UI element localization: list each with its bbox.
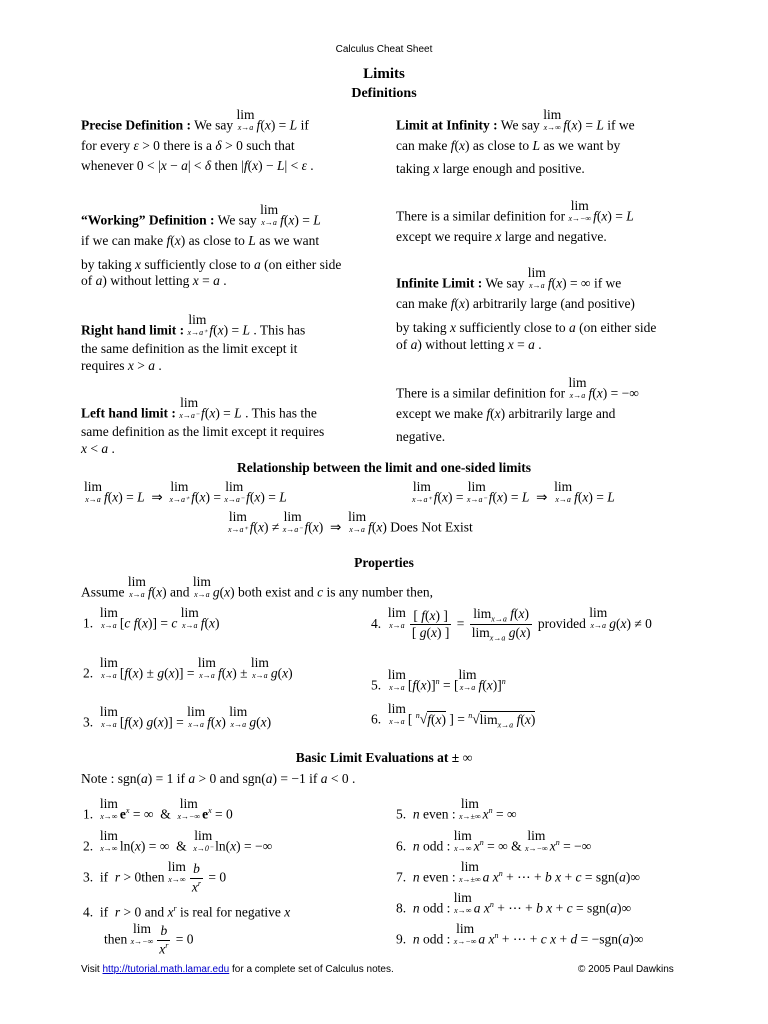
basic-eval-4-cont: then lim x→−∞ $\frac{b}{x^r}$ = 0 [104, 921, 194, 957]
working-definition-line2: if we can make f(x) as close to L as we want [81, 233, 320, 248]
property-2: 2. lim x→a [f(x) ± g(x)] = lim x→a f(x) ± lim x→a g(x) [83, 655, 293, 681]
relationship-formula-2: lim x→a⁺ f(x) = lim x→a⁻ f(x) = L ⇒ lim x→a f(x) = L [412, 479, 615, 505]
limit-at-neg-infinity-line1: There is a similar definition for lim x→−∞ f(x) = L [396, 198, 634, 224]
definitions-heading: Definitions [351, 86, 417, 101]
working-definition-line3: by taking x sufficiently close to a (on either side [81, 257, 342, 272]
sheet-header: Calculus Cheat Sheet [335, 44, 433, 55]
infinite-neg-limit-line1: There is a similar definition for lim x→a f(x) = −∞ [396, 375, 639, 401]
basic-eval-4: 4. if r > 0 and $x^r$ is real for negative x [83, 904, 291, 920]
property-3: 3. lim x→a [f(x) g(x)] = lim x→a f(x) lim x→a g(x) [83, 704, 272, 730]
footer-visit: Visit http://tutorial.math.lamar.edu for a complete set of Calculus notes. [81, 964, 394, 975]
infinite-limit-line4: of a) without letting x = a . [396, 337, 542, 352]
infinite-limit-line3: by taking x sufficiently close to a (on either side [396, 320, 657, 335]
basic-eval-7: 7. n even : lim x→±∞ a $x^n$ + ⋯ + b x + c = sgn(a)∞ [396, 859, 641, 885]
basic-eval-8: 8. n odd : lim x→∞ a $x^n$ + ⋯ + b x + c = sgn(a)∞ [396, 890, 632, 916]
limit-at-neg-infinity-line2: except we require x large and negative. [396, 229, 607, 244]
property-1: 1. lim x→a [c f(x)] = c lim x→a f(x) [83, 605, 220, 631]
infinite-neg-limit-line3: negative. [396, 429, 446, 444]
basic-eval-6: 6. n odd : lim x→∞ $x^n$ = ∞ & lim x→−∞ $x^n$ = −∞ [396, 828, 592, 854]
properties-heading: Properties [354, 555, 414, 570]
sgn-note: Note : sgn(a) = 1 if a > 0 and sgn(a) = −1 if a < 0 . [81, 771, 356, 786]
property-6: 6. lim x→a [ $^n$√f(x) ] = $^n√\lim_{x\to a}$ f(x) [371, 701, 536, 730]
basic-eval-2: 2. lim x→∞ ln(x) = ∞ & lim x→0⁻ ln(x) = −∞ [83, 828, 273, 854]
limit-at-infinity-line1: Limit at Infinity : We say lim x→∞ f(x) = L if we [396, 107, 635, 133]
footer-copyright: © 2005 Paul Dawkins [578, 964, 674, 975]
relationship-heading: Relationship between the limit and one-sided limits [236, 460, 531, 475]
relationship-formula-3: lim x→a⁺ f(x) ≠ lim x→a⁻ f(x) ⇒ lim x→a f(x) Does Not Exist [228, 509, 473, 535]
basic-eval-3: 3. if r > 0then lim x→∞ $\frac{b}{x^r}$ = 0 [83, 859, 227, 895]
property-4: 4. lim x→a $\frac{[ f(x) ]}{[ g(x) ]}$ = $\frac{\lim_{x\to a} f(x)}{\lim_{x\to a} g(x)}$ provided lim x→a g(x) ≠ 0 [371, 605, 652, 643]
left-hand-limit-line1: Left hand limit : lim x→a⁻ f(x) = L . This has the [81, 395, 317, 421]
infinite-neg-limit-line2: except we make f(x) arbitrarily large and [396, 406, 616, 421]
precise-definition-line1: Precise Definition : We say lim x→a f(x) = L if [81, 107, 309, 133]
limit-expression: lim x→a [236, 107, 255, 132]
basic-eval-5: 5. n even : lim x→±∞ $x^n$ = ∞ [396, 796, 517, 822]
properties-assumption: Assume lim x→a f(x) and lim x→a g(x) both exist and c is any number then, [81, 574, 434, 600]
relationship-formula-1: lim x→a f(x) = L ⇒ lim x→a⁺ f(x) = lim x→a⁻ f(x) = L [84, 479, 287, 505]
property-5: 5. lim x→a $[f(x)]^n$ = [ lim x→a f(x)]$^n$ [371, 667, 506, 693]
right-hand-limit-line1: Right hand limit : lim x→a⁺ f(x) = L . This has [81, 312, 306, 338]
precise-definition-line3: whenever 0 < |x − a| < δ then |f(x) − L| < ε . [81, 158, 314, 173]
left-hand-limit-line3: x < a . [81, 441, 115, 456]
working-definition-line1: “Working” Definition : We say lim x→a f(x) = L [81, 202, 321, 228]
working-definition-line4: of a) without letting x = a . [81, 273, 227, 288]
right-hand-limit-line2: the same definition as the limit except it [81, 341, 298, 356]
basic-eval-9: 9. n odd : lim x→−∞ a $x^n$ + ⋯ + c x + d = −sgn(a)∞ [396, 921, 644, 947]
limit-at-infinity-line3: taking x large enough and positive. [396, 161, 585, 176]
limit-at-infinity-line2: can make f(x) as close to L as we want by [396, 138, 621, 153]
left-hand-limit-line2: same definition as the limit except it requires [81, 424, 325, 439]
basic-evaluations-heading: Basic Limit Evaluations at ± ∞ [295, 750, 473, 765]
right-hand-limit-line3: requires x > a . [81, 358, 162, 373]
infinite-limit-line2: can make f(x) arbitrarily large (and positive) [396, 296, 635, 311]
basic-eval-1: 1. lim x→∞ $e^x$ = ∞ & lim x→−∞ $e^x = 0$ [83, 796, 233, 822]
tutorial-link[interactable]: http://tutorial.math.lamar.edu [102, 964, 230, 975]
precise-definition-line2: for every ε > 0 there is a δ > 0 such that [81, 138, 295, 153]
infinite-limit-line1: Infinite Limit : We say lim x→a f(x) = ∞ if we [396, 265, 622, 291]
page-title: Limits [363, 66, 405, 82]
